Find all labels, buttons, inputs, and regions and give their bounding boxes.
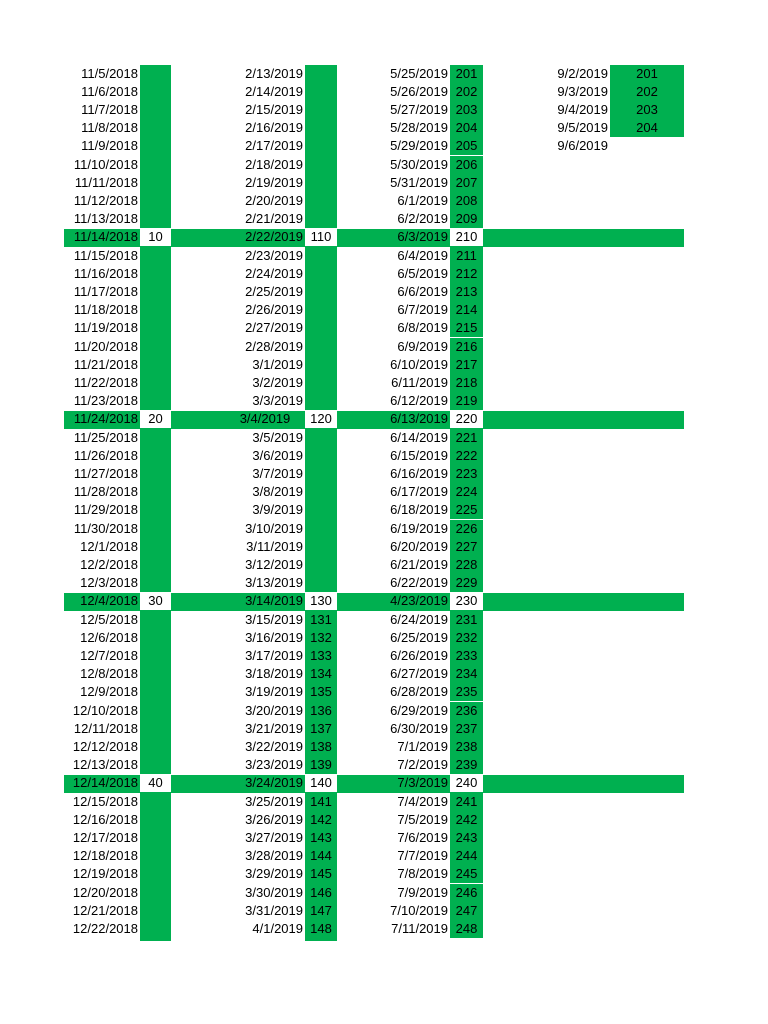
date-cell[interactable]: 11/6/2018 [81,83,138,99]
date-cell[interactable]: 11/24/2018 [73,411,138,427]
date-cell[interactable]: 5/25/2019 [390,65,448,81]
number-cell[interactable]: 131 [305,611,337,629]
date-cell[interactable]: 12/18/2018 [72,848,138,864]
date-cell[interactable]: 2/26/2019 [245,302,303,318]
number-cell[interactable]: 202 [610,83,684,101]
date-cell[interactable]: 3/2/2019 [252,374,303,390]
number-cell[interactable]: 220 [450,410,483,428]
number-cell[interactable]: 248 [450,920,483,938]
date-cell[interactable]: 3/21/2019 [245,720,303,736]
date-cell[interactable]: 9/4/2019 [557,101,608,117]
date-cell[interactable]: 6/9/2019 [397,338,448,354]
date-cell[interactable]: 2/28/2019 [245,338,303,354]
number-cell[interactable]: 243 [450,829,483,847]
number-cell[interactable]: 120 [305,410,337,428]
date-cell[interactable]: 12/8/2018 [80,666,138,682]
date-cell[interactable]: 11/25/2018 [73,429,138,445]
date-cell[interactable]: 2/27/2019 [245,320,303,336]
date-cell[interactable]: 3/13/2019 [245,575,303,591]
number-cell[interactable]: 110 [305,228,337,246]
number-cell[interactable]: 213 [450,283,483,301]
number-cell[interactable]: 140 [305,774,337,792]
number-cell[interactable]: 218 [450,374,483,392]
number-cell[interactable]: 202 [450,83,483,101]
date-cell[interactable]: 11/10/2018 [73,156,138,172]
number-cell[interactable]: 203 [610,101,684,119]
date-cell[interactable]: 5/28/2019 [390,120,448,136]
number-cell[interactable]: 246 [450,884,483,902]
date-cell[interactable]: 11/18/2018 [73,302,138,318]
date-cell[interactable]: 2/13/2019 [245,65,303,81]
number-cell[interactable]: 211 [450,247,483,265]
date-cell[interactable]: 5/27/2019 [390,101,448,117]
date-cell[interactable]: 3/31/2019 [245,902,303,918]
date-cell[interactable]: 11/22/2018 [73,374,138,390]
number-cell[interactable]: 144 [305,847,337,865]
date-cell[interactable]: 6/25/2019 [390,629,448,645]
date-cell[interactable]: 7/9/2019 [397,884,448,900]
date-cell[interactable]: 2/16/2019 [245,120,303,136]
number-cell[interactable]: 241 [450,793,483,811]
number-cell[interactable]: 135 [305,683,337,701]
date-cell[interactable]: 12/2/2018 [80,556,138,572]
date-cell[interactable]: 3/17/2019 [245,647,303,663]
date-cell[interactable]: 11/11/2018 [74,174,138,190]
date-cell[interactable]: 6/11/2019 [391,374,448,390]
date-cell[interactable]: 12/4/2018 [80,593,138,609]
date-cell[interactable]: 11/7/2018 [81,101,138,117]
number-cell[interactable]: 208 [450,192,483,210]
number-cell[interactable]: 223 [450,465,483,483]
date-cell[interactable]: 12/5/2018 [80,611,138,627]
number-cell[interactable]: 229 [450,574,483,592]
number-cell[interactable]: 136 [305,702,337,720]
date-cell[interactable]: 3/28/2019 [245,848,303,864]
date-cell[interactable]: 7/1/2019 [397,738,448,754]
date-cell[interactable]: 7/5/2019 [397,811,448,827]
date-cell[interactable]: 6/8/2019 [397,320,448,336]
date-cell[interactable]: 12/22/2018 [72,920,138,936]
date-cell[interactable]: 9/2/2019 [557,65,608,81]
date-cell[interactable]: 11/20/2018 [73,338,138,354]
date-cell[interactable]: 7/8/2019 [397,866,448,882]
date-cell[interactable]: 12/9/2018 [80,684,138,700]
date-cell[interactable]: 11/8/2018 [81,120,138,136]
date-cell[interactable]: 3/7/2019 [252,465,303,481]
date-cell[interactable]: 6/26/2019 [390,647,448,663]
date-cell[interactable]: 9/5/2019 [557,120,608,136]
date-cell[interactable]: 12/6/2018 [80,629,138,645]
date-cell[interactable]: 12/15/2018 [72,793,138,809]
date-cell[interactable]: 12/13/2018 [72,757,138,773]
date-cell[interactable]: 7/6/2019 [397,829,448,845]
date-cell[interactable]: 4/1/2019 [252,920,303,936]
number-cell[interactable]: 232 [450,629,483,647]
number-cell[interactable]: 244 [450,847,483,865]
number-cell[interactable]: 132 [305,629,337,647]
number-cell[interactable]: 204 [450,119,483,137]
date-cell[interactable]: 2/14/2019 [245,83,303,99]
number-cell[interactable]: 240 [450,774,483,792]
number-cell[interactable]: 231 [450,611,483,629]
date-cell[interactable]: 3/1/2019 [252,356,303,372]
number-cell[interactable]: 20 [140,410,171,428]
number-cell[interactable]: 225 [450,501,483,519]
date-cell[interactable]: 12/17/2018 [72,829,138,845]
number-cell[interactable]: 10 [140,228,171,246]
date-cell[interactable]: 3/9/2019 [252,502,303,518]
number-cell[interactable]: 235 [450,683,483,701]
number-cell[interactable]: 233 [450,647,483,665]
date-cell[interactable]: 11/29/2018 [73,502,138,518]
date-cell[interactable]: 6/3/2019 [397,229,448,245]
date-cell[interactable]: 6/1/2019 [397,192,448,208]
number-cell[interactable]: 143 [305,829,337,847]
date-cell[interactable]: 11/17/2018 [73,283,138,299]
number-cell[interactable]: 138 [305,738,337,756]
number-cell[interactable]: 227 [450,538,483,556]
number-cell[interactable]: 234 [450,665,483,683]
date-cell[interactable]: 12/3/2018 [80,575,138,591]
number-cell[interactable]: 142 [305,811,337,829]
date-cell[interactable]: 6/7/2019 [397,302,448,318]
number-cell[interactable]: 236 [450,702,483,720]
number-cell[interactable]: 216 [450,338,483,356]
date-cell[interactable]: 2/17/2019 [245,138,303,154]
date-cell[interactable]: 3/10/2019 [245,520,303,536]
date-cell[interactable]: 11/19/2018 [73,320,138,336]
date-cell[interactable]: 3/25/2019 [245,793,303,809]
number-cell[interactable]: 217 [450,356,483,374]
date-cell[interactable]: 6/15/2019 [390,447,448,463]
number-cell[interactable]: 237 [450,720,483,738]
number-cell[interactable]: 228 [450,556,483,574]
number-cell[interactable]: 139 [305,756,337,774]
date-cell[interactable]: 12/16/2018 [72,811,138,827]
number-cell[interactable]: 230 [450,592,483,610]
date-cell[interactable]: 3/11/2019 [246,538,303,554]
date-cell[interactable]: 3/3/2019 [252,393,303,409]
number-cell[interactable]: 146 [305,884,337,902]
date-cell[interactable]: 2/20/2019 [245,192,303,208]
date-cell[interactable]: 7/2/2019 [397,757,448,773]
date-cell[interactable]: 3/20/2019 [245,702,303,718]
number-cell[interactable]: 207 [450,174,483,192]
date-cell[interactable]: 3/22/2019 [245,738,303,754]
number-cell[interactable]: 130 [305,592,337,610]
date-cell[interactable]: 6/4/2019 [397,247,448,263]
number-cell[interactable]: 133 [305,647,337,665]
date-cell[interactable]: 3/29/2019 [245,866,303,882]
date-cell[interactable]: 6/13/2019 [390,411,448,427]
number-cell[interactable]: 247 [450,902,483,920]
date-cell[interactable]: 12/1/2018 [80,538,138,554]
date-cell[interactable]: 12/19/2018 [72,866,138,882]
number-cell[interactable]: 212 [450,265,483,283]
date-cell[interactable]: 6/6/2019 [397,283,448,299]
date-cell[interactable]: 12/21/2018 [72,902,138,918]
number-cell[interactable]: 210 [450,228,483,246]
date-cell[interactable]: 11/5/2018 [81,65,138,81]
date-cell[interactable]: 6/16/2019 [390,465,448,481]
number-cell[interactable]: 242 [450,811,483,829]
date-cell[interactable]: 11/16/2018 [73,265,138,281]
date-cell[interactable]: 6/30/2019 [390,720,448,736]
date-cell[interactable]: 2/22/2019 [245,229,303,245]
number-cell[interactable]: 147 [305,902,337,920]
date-cell[interactable]: 3/23/2019 [245,757,303,773]
date-cell[interactable]: 11/26/2018 [73,447,138,463]
date-cell[interactable]: 6/29/2019 [390,702,448,718]
date-cell[interactable]: 11/14/2018 [73,229,138,245]
date-cell[interactable]: 3/30/2019 [245,884,303,900]
number-cell[interactable]: 141 [305,793,337,811]
date-cell[interactable]: 5/31/2019 [390,174,448,190]
date-cell[interactable]: 3/12/2019 [245,556,303,572]
number-cell[interactable]: 215 [450,319,483,337]
date-cell[interactable]: 9/6/2019 [557,138,608,154]
date-cell[interactable]: 6/19/2019 [390,520,448,536]
date-cell[interactable]: 3/5/2019 [252,429,303,445]
number-cell[interactable]: 201 [610,65,684,83]
green-column-fill [140,65,171,941]
date-cell[interactable]: 11/21/2018 [73,356,138,372]
number-cell[interactable]: 40 [140,774,171,792]
date-cell[interactable]: 2/25/2019 [245,283,303,299]
date-cell[interactable]: 12/12/2018 [72,738,138,754]
date-cell[interactable]: 2/15/2019 [245,101,303,117]
date-cell[interactable]: 3/15/2019 [245,611,303,627]
date-cell[interactable]: 12/20/2018 [72,884,138,900]
date-cell[interactable]: 11/30/2018 [73,520,138,536]
date-cell[interactable]: 2/19/2019 [245,174,303,190]
number-cell[interactable]: 219 [450,392,483,410]
date-cell[interactable]: 3/18/2019 [245,666,303,682]
date-cell[interactable]: 12/11/2018 [73,720,138,736]
date-cell[interactable]: 7/11/2019 [391,920,448,936]
date-cell[interactable]: 7/10/2019 [390,902,448,918]
date-cell[interactable]: 3/19/2019 [245,684,303,700]
date-cell[interactable]: 3/8/2019 [252,484,303,500]
date-cell[interactable]: 2/18/2019 [245,156,303,172]
number-cell[interactable]: 203 [450,101,483,119]
number-cell[interactable]: 222 [450,447,483,465]
date-cell[interactable]: 7/3/2019 [397,775,448,791]
date-cell[interactable]: 6/18/2019 [390,502,448,518]
date-cell[interactable]: 12/14/2018 [72,775,138,791]
date-cell[interactable]: 7/7/2019 [397,848,448,864]
number-cell[interactable]: 226 [450,520,483,538]
date-cell[interactable]: 11/28/2018 [73,484,138,500]
date-cell[interactable]: 6/10/2019 [390,356,448,372]
number-cell[interactable]: 214 [450,301,483,319]
date-cell[interactable]: 11/12/2018 [73,192,138,208]
date-cell[interactable]: 6/17/2019 [390,484,448,500]
date-cell[interactable]: 3/6/2019 [252,447,303,463]
date-cell[interactable]: 3/26/2019 [245,811,303,827]
date-cell[interactable]: 6/20/2019 [390,538,448,554]
date-cell[interactable]: 6/5/2019 [397,265,448,281]
date-cell[interactable]: 3/4/2019 [239,411,291,427]
number-cell[interactable]: 201 [450,65,483,83]
date-cell[interactable]: 3/16/2019 [245,629,303,645]
number-cell[interactable]: 137 [305,720,337,738]
number-cell[interactable]: 204 [610,119,684,137]
date-cell[interactable]: 2/24/2019 [245,265,303,281]
date-cell[interactable]: 11/23/2018 [73,393,138,409]
date-cell[interactable]: 6/2/2019 [397,211,448,227]
date-cell[interactable]: 6/14/2019 [390,429,448,445]
number-cell[interactable]: 221 [450,429,483,447]
date-cell[interactable]: 2/21/2019 [245,211,303,227]
number-cell[interactable]: 239 [450,756,483,774]
date-cell[interactable]: 11/15/2018 [73,247,138,263]
date-cell[interactable]: 6/28/2019 [390,684,448,700]
number-cell[interactable]: 206 [450,156,483,174]
date-cell[interactable]: 6/22/2019 [390,575,448,591]
date-cell[interactable]: 12/7/2018 [80,647,138,663]
date-cell[interactable]: 3/14/2019 [245,593,303,609]
date-cell[interactable]: 9/3/2019 [557,83,608,99]
number-cell[interactable]: 245 [450,865,483,883]
date-cell[interactable]: 5/29/2019 [390,138,448,154]
date-cell[interactable]: 4/23/2019 [390,593,448,609]
date-cell[interactable]: 7/4/2019 [397,793,448,809]
date-cell[interactable]: 6/27/2019 [390,666,448,682]
number-cell[interactable]: 30 [140,592,171,610]
number-cell[interactable]: 134 [305,665,337,683]
date-cell[interactable]: 6/24/2019 [390,611,448,627]
number-cell[interactable]: 145 [305,865,337,883]
date-cell[interactable]: 11/13/2018 [73,211,138,227]
date-cell[interactable]: 11/27/2018 [73,465,138,481]
number-cell[interactable]: 205 [450,137,483,155]
number-cell[interactable]: 224 [450,483,483,501]
date-cell[interactable]: 11/9/2018 [81,138,138,154]
number-cell[interactable]: 209 [450,210,483,228]
date-cell[interactable]: 3/24/2019 [245,775,303,791]
date-cell[interactable]: 5/30/2019 [390,156,448,172]
date-cell[interactable]: 2/23/2019 [245,247,303,263]
date-cell[interactable]: 6/12/2019 [390,393,448,409]
date-cell[interactable]: 5/26/2019 [390,83,448,99]
number-cell[interactable]: 148 [305,920,337,938]
number-cell[interactable]: 238 [450,738,483,756]
date-cell[interactable]: 3/27/2019 [245,829,303,845]
date-cell[interactable]: 6/21/2019 [390,556,448,572]
date-cell[interactable]: 12/10/2018 [72,702,138,718]
